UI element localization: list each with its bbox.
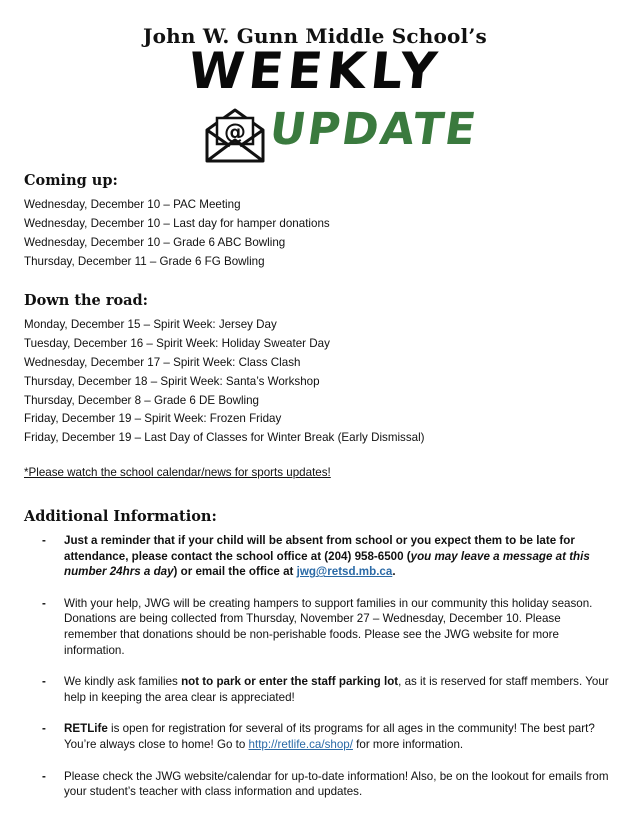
at-symbol: @ — [224, 120, 246, 145]
update-title: UPDATE — [266, 104, 481, 155]
parking-text-2: , as it is reserved for staff members. Your help in keeping the area clear is appreciated! — [64, 675, 609, 704]
bullet-dash: - — [42, 675, 46, 689]
list-item: Wednesday, December 17 – Spirit Week: Class Clash — [24, 355, 301, 369]
bullet-dash: - — [42, 769, 46, 783]
attendance-text-2: ) or email the office at — [173, 565, 297, 579]
list-item: Friday, December 19 – Last Day of Classes for Winter Break (Early Dismissal) — [24, 431, 425, 445]
retlife-name: RETLife — [64, 722, 108, 736]
list-item — [42, 674, 612, 705]
attendance-italic: you may leave a message at this number 24hrs a day — [64, 549, 590, 579]
bullet-dash: - — [42, 534, 46, 547]
attendance-text: Just a reminder that if your child will be absent from school or you expect them to be late for attendance, please contact the school office at (204) 958-6500 ( — [64, 534, 575, 563]
coming-up-list — [24, 196, 330, 272]
bullet-dash: - — [42, 596, 46, 610]
list-item: Thursday, December 8 – Grade 6 DE Bowling — [24, 393, 259, 407]
school-title: John W. Gunn Middle School’s — [142, 24, 488, 48]
list-item: Thursday, December 18 – Spirit Week: Santa’s Workshop — [24, 374, 320, 388]
retlife-shop-link[interactable]: http://retlife.ca/shop/ — [248, 737, 353, 751]
parking-bold: not to park or enter the staff parking lot — [181, 675, 399, 689]
retlife-text-2: for more information. — [352, 737, 464, 751]
sports-note: *Please watch the school calendar/news for sports updates! — [24, 466, 331, 479]
list-item — [42, 596, 612, 658]
envelope-icon — [204, 106, 266, 164]
list-item: Wednesday, December 10 – Grade 6 ABC Bowling — [24, 235, 286, 249]
list-item — [42, 769, 612, 800]
update-banner — [204, 102, 481, 166]
retlife-text: is open for registration for several of its programs for all ages in the community! The best part? You’re always close to home! Go to — [64, 722, 595, 751]
list-item: Wednesday, December 10 – Last day for hamper donations — [24, 216, 330, 230]
attendance-end: . — [392, 565, 396, 579]
weekly-title: WEEKLY — [185, 42, 445, 100]
additional-info-list — [42, 533, 612, 816]
hamper-text: With your help, JWG will be creating hampers to support families in our community this holiday season. Donations are being collected from Thursday, November 27 – Wednesday, December 10. Please remember that donations should be non-perishable foods. Please see the JWG website for more information. — [64, 596, 593, 657]
list-item: Tuesday, December 16 – Spirit Week: Holiday Sweater Day — [24, 336, 330, 350]
additional-info-heading: Additional Information: — [24, 508, 217, 525]
parking-text: We kindly ask families — [64, 675, 182, 689]
office-email-link[interactable]: jwg@retsd.mb.ca — [296, 565, 393, 579]
list-item: Friday, December 19 – Spirit Week: Frozen Friday — [24, 412, 282, 426]
list-item: Wednesday, December 10 – PAC Meeting — [24, 198, 241, 211]
coming-up-heading: Coming up: — [24, 172, 118, 189]
down-the-road-list — [24, 316, 425, 448]
down-the-road-heading: Down the road: — [24, 292, 149, 309]
list-item — [42, 721, 612, 752]
bullet-dash: - — [42, 722, 46, 736]
website-check-text: Please check the JWG website/calendar for up-to-date information! Also, be on the lookout for emails from your student’s teacher with class information and updates. — [64, 769, 609, 799]
list-item: Monday, December 15 – Spirit Week: Jersey Day — [24, 318, 277, 331]
list-item — [42, 533, 612, 580]
list-item: Thursday, December 11 – Grade 6 FG Bowling — [24, 254, 265, 268]
